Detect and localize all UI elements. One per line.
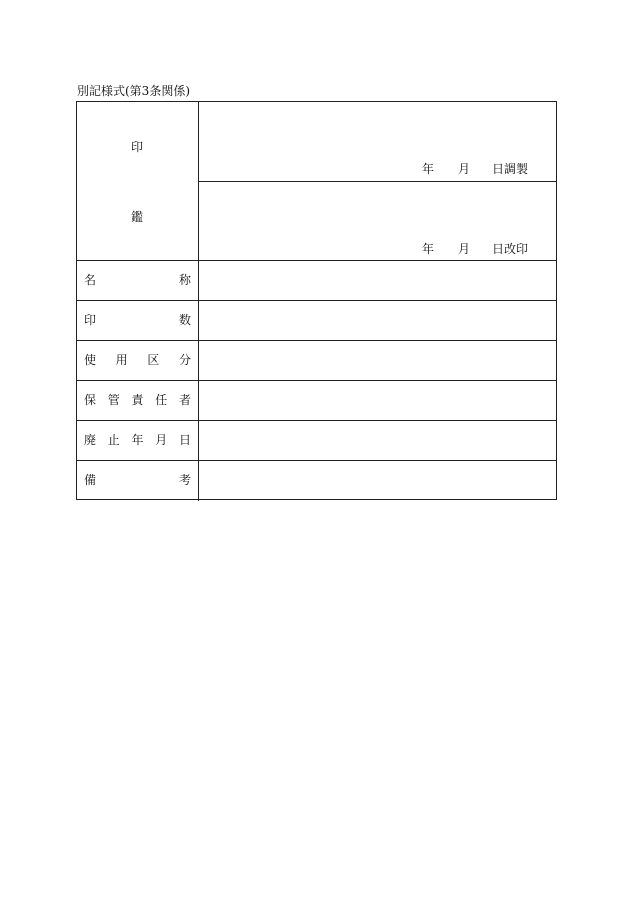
usage-category-label-char: 区 <box>147 353 160 367</box>
custodian-label-char: 保 <box>84 393 97 407</box>
made-date-year-label: 年 <box>422 162 435 176</box>
field-row-abolition-date <box>77 421 556 461</box>
abolition-date-label-char: 年 <box>131 433 144 447</box>
name-label-char: 称 <box>178 273 191 287</box>
seal-registration-table <box>76 101 557 500</box>
revised-date-year-label: 年 <box>422 242 435 256</box>
custodian-label-cell <box>77 381 199 420</box>
usage-category-label <box>84 353 191 367</box>
impression-count-label-char: 印 <box>84 313 97 327</box>
field-row-name <box>77 261 556 301</box>
usage-category-value-cell <box>199 341 556 380</box>
abolition-date-value-cell <box>199 421 556 460</box>
field-row-impression-count <box>77 301 556 341</box>
custodian-label-char: 責 <box>131 393 144 407</box>
seal-label-cell <box>77 102 199 260</box>
remarks-label-cell <box>77 461 199 501</box>
name-label <box>84 273 191 287</box>
seal-label-bottom: 鑑 <box>130 210 143 224</box>
name-label-cell <box>77 261 199 300</box>
impression-count-value-cell <box>199 301 556 340</box>
remarks-label <box>84 473 191 487</box>
name-value-cell <box>199 261 556 300</box>
abolition-date-label-char: 月 <box>155 433 168 447</box>
seal-impression-block <box>77 102 556 261</box>
remarks-label-char: 考 <box>178 473 191 487</box>
abolition-date-label-char: 日 <box>178 433 191 447</box>
custodian-label-char: 任 <box>155 393 168 407</box>
revised-date-suffix-label: 日改印 <box>492 242 529 256</box>
abolition-date-label-char: 廃 <box>84 433 97 447</box>
field-row-custodian <box>77 381 556 421</box>
impression-count-label-char: 数 <box>178 313 191 327</box>
made-date-suffix-label: 日調製 <box>492 162 529 176</box>
usage-category-label-char: 用 <box>115 353 128 367</box>
custodian-label-char: 管 <box>107 393 120 407</box>
custodian-label-char: 者 <box>178 393 191 407</box>
made-date-month-label: 月 <box>458 162 471 176</box>
remarks-value-cell <box>199 461 556 501</box>
field-row-remarks <box>77 461 556 501</box>
field-row-usage-category <box>77 341 556 381</box>
custodian-value-cell <box>199 381 556 420</box>
impression-count-label <box>84 313 191 327</box>
usage-category-label-cell <box>77 341 199 380</box>
abolition-date-label-char: 止 <box>107 433 120 447</box>
seal-label-top: 印 <box>130 140 143 154</box>
seal-impression-area <box>199 102 556 260</box>
revised-date-cell <box>199 182 556 261</box>
impression-count-label-cell <box>77 301 199 340</box>
abolition-date-label <box>84 433 191 447</box>
abolition-date-label-cell <box>77 421 199 460</box>
remarks-label-char: 備 <box>84 473 97 487</box>
usage-category-label-char: 分 <box>178 353 191 367</box>
name-label-char: 名 <box>84 273 97 287</box>
custodian-label <box>84 393 191 407</box>
form-heading: 別記様式(第3条関係) <box>77 84 190 98</box>
made-date-cell <box>199 102 556 182</box>
usage-category-label-char: 使 <box>84 353 97 367</box>
revised-date-month-label: 月 <box>458 242 471 256</box>
